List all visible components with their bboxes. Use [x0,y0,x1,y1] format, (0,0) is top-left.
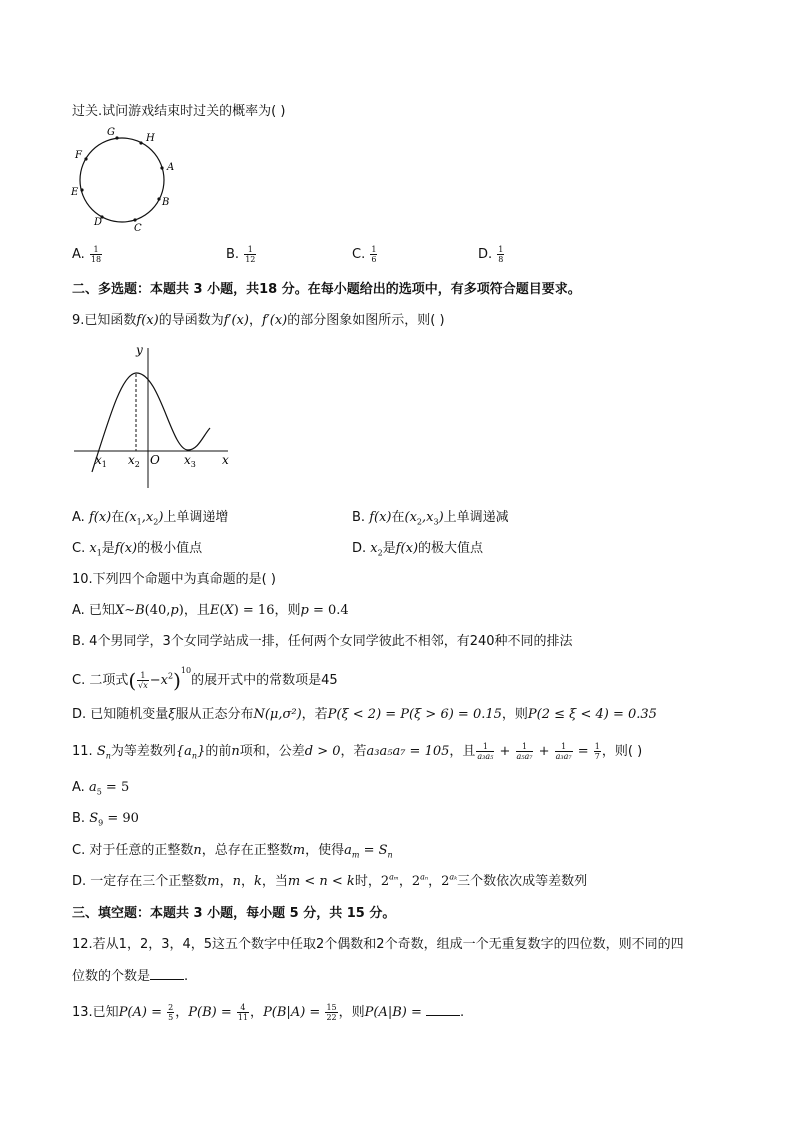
q9-label-x2: $x_2$ [128,453,140,469]
q11-stem: 11. $S_n$为等差数列$\{a_n\}$的前n项和，公差d > 0，若a₃a₅a₇ = 105，且 $\frac{1}{\text{a₃a₅}}$ + $\frac{1}{\text{a₅a₇}}$ + $\frac{1}{\text{a₃a₇}}$ = $\frac{1}{7}$ ，则( ) [72,742,643,761]
q13-answer-blank[interactable] [426,1004,460,1016]
q8-label-c: C [134,223,142,234]
q8-option-b[interactable]: B. $\frac{1}{12}$ [226,245,256,264]
q9-option-b[interactable]: B. f(x)在$(x_2,x_3)$上单调递减 [352,510,509,527]
q8-label-h: H [146,133,155,144]
q12-line-1: 12.若从1，2，3，4，5这五个数字中任取2个偶数和2个奇数，组成一个无重复数字的四位数，则不同的四 [72,937,684,952]
q9-label-x3: $x_3$ [184,453,196,469]
q8-point-c [133,218,136,221]
section-3-title: 三、填空题：本题共 3 小题，每小题 5 分，共 15 分。 [72,906,396,921]
q10-option-a[interactable]: A. 已知X∼B(40,p)，且E(X) = 16，则p = 0.4 [72,603,349,618]
q10-option-d[interactable]: D. 已知随机变量ξ服从正态分布N(μ,σ²)，若P(ξ < 2) = P(ξ > 6) = 0.15，则P(2 ≤ ξ < 4) = 0.35 [72,707,657,722]
q8-option-d[interactable]: D. $\frac{1}{8}$ [478,245,504,264]
q9-stem: 9.已知函数f(x)的导函数为f′(x)，f′(x)的部分图象如图所示，则( ) [72,313,445,328]
q9-label-x1: $x_1$ [95,453,107,469]
q8-option-a[interactable]: A. $\frac{1}{18}$ [72,245,102,264]
q10-option-b[interactable]: B. 4个男同学，3个女同学站成一排，任何两个女同学彼此不相邻，有240种不同的排法 [72,634,573,649]
q8-point-a [160,166,163,169]
q8-label-g: G [107,127,115,138]
q8-label-f: F [75,150,82,161]
q8-point-b [157,197,160,200]
q12-answer-blank[interactable] [150,968,184,980]
q8-label-d: D [94,217,103,228]
section-2-title: 二、多选题：本题共 3 小题，共18 分。在每小题给出的选项中，有多项符合题目要求。 [72,282,581,297]
q9-derivative-graph [70,340,240,492]
q8-label-a: A [167,162,175,173]
q8-label-b: B [162,197,170,208]
q8-point-f [84,157,87,160]
q10-stem: 10.下列四个命题中为真命题的是( ) [72,572,276,587]
q8-label-e: E [71,187,79,198]
q9-option-c[interactable]: C. $x_1$是f(x)的极小值点 [72,541,203,558]
q10-option-c[interactable]: C. 二项式( $\frac{1}{√x}$ $-x^2)^{10}$的展开式中的常数项是45 [72,665,338,693]
q11-option-a[interactable]: A. $a_5 = 5$ [72,780,130,797]
q8-stem: 过关.试问游戏结束时过关的概率为( ) [72,104,286,119]
q11-option-b[interactable]: B. $S_9 = 90$ [72,811,139,828]
q8-point-e [80,188,83,191]
q9-label-o: O [150,453,160,467]
q11-option-c[interactable]: C. 对于任意的正整数n，总存在正整数m，使得$a_m = S_n$ [72,843,393,860]
q9-label-x: x [222,453,229,467]
q8-circle-figure [66,124,186,236]
q8-circle [80,138,164,222]
q9-label-y: y [136,343,143,357]
q8-point-h [139,141,142,144]
q13-stem: 13.已知P(A) = $\frac{2}{5}$ ，P(B) = $\frac{4}{11}$ ，P(B|A) = $\frac{15}{22}$ ，则P(A|B) = . [72,1003,465,1022]
q12-line-2: 位数的个数是 . [72,969,189,984]
q9-option-a[interactable]: A. f(x)在$(x_1,x_2)$上单调递增 [72,510,229,527]
q8-option-c[interactable]: C. $\frac{1}{6}$ [352,245,377,264]
q11-option-d[interactable]: D. 一定存在三个正整数m，n，k，当m < n < k时，$2^{a_m}$，$2^{a_n}$，$2^{a_k}$三个数依次成等差数列 [72,872,588,889]
q8-point-g [115,136,118,139]
q9-option-d[interactable]: D. $x_2$是f(x)的极大值点 [352,541,484,558]
